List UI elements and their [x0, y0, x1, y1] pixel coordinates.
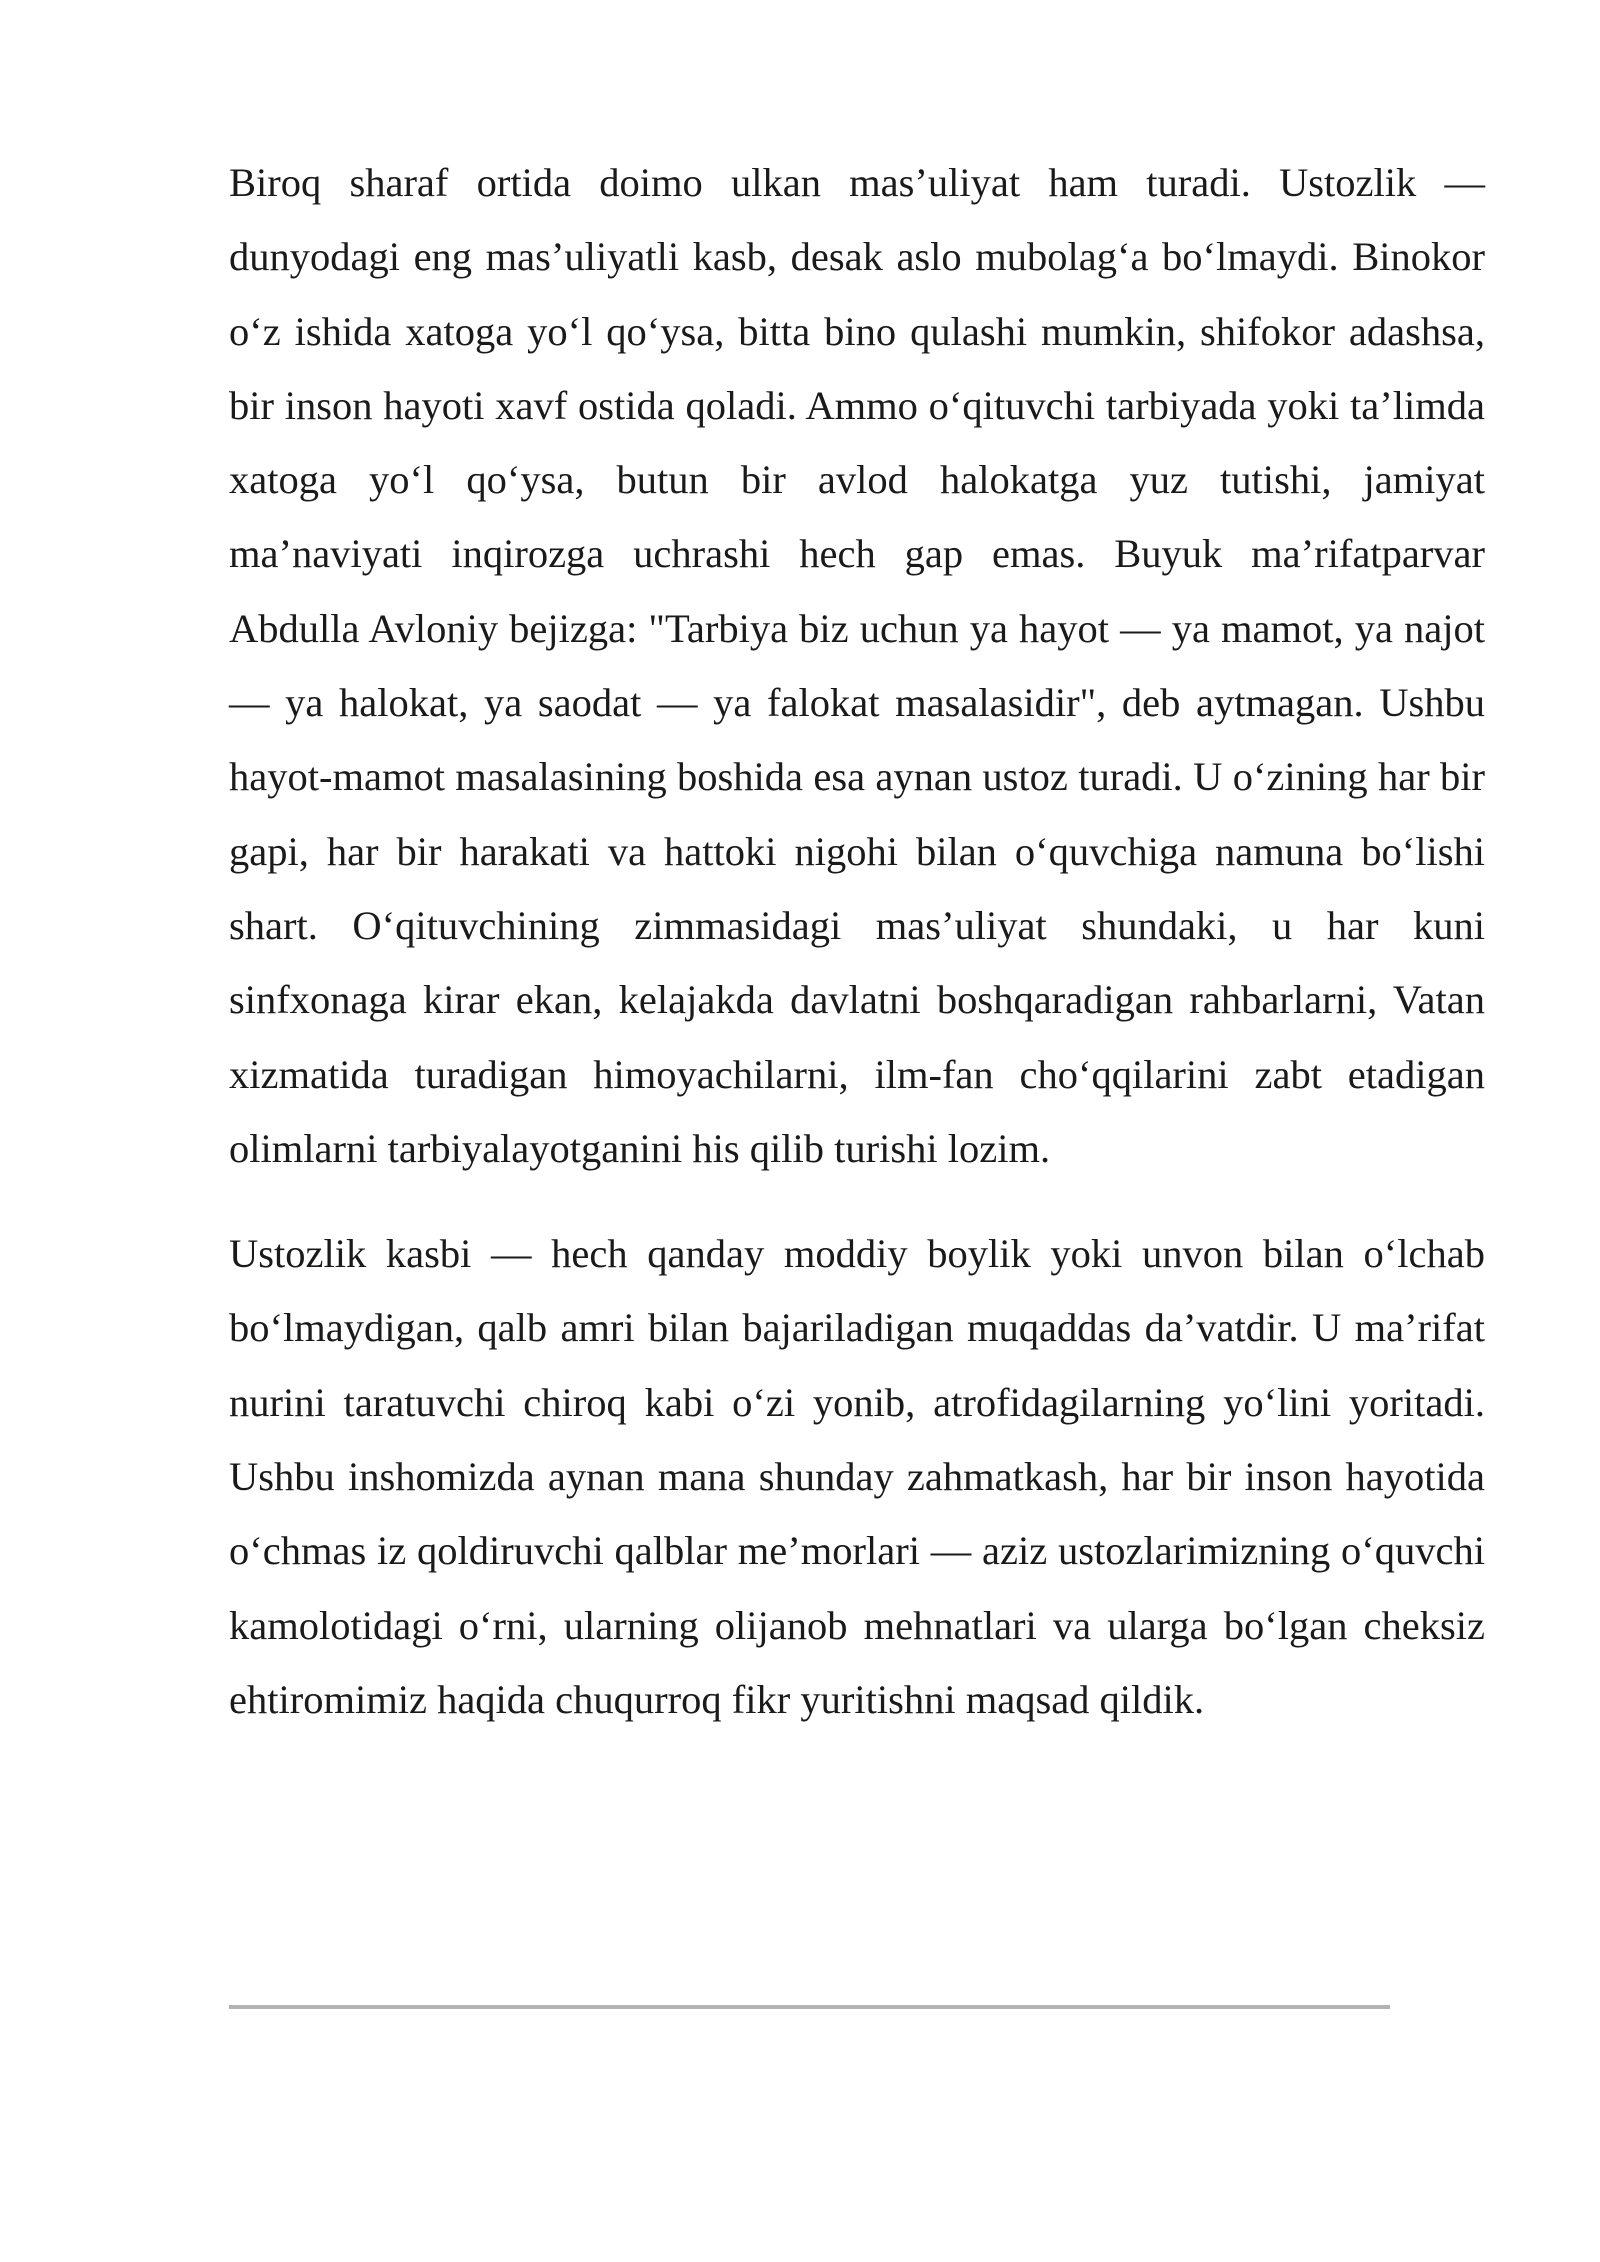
document-body	[229, 146, 1485, 1737]
paragraph-2: Ustozlik kasbi — hech qanday moddiy boylik yoki unvon bilan o‘lchab bo‘lmaydigan, qalb amri bilan bajariladigan muqaddas da’vatdir. U ma’rifat nurini taratuvchi chiroq kabi o‘zi yonib, atrofidagilarning yo‘lini yoritadi. Ushbu inshomizda aynan mana shunday zahmatkash, har bir inson hayotida o‘chmas iz qoldiruvchi qalblar me’morlari — aziz ustozlarimizning o‘quvchi kamolotidagi o‘rni, ularning olijanob mehnatlari va ularga bo‘lgan cheksiz ehtiromimiz haqida chuqurroq fikr yuritishni maqsad qildik.	[229, 1231, 1485, 1722]
footnote-separator-line	[229, 2005, 1390, 2009]
paragraph-1: Biroq sharaf ortida doimo ulkan mas’uliyat ham turadi. Ustozlik — dunyodagi eng mas’uliyatli kasb, desak aslo mubolag‘a bo‘lmaydi. Binokor o‘z ishida xatoga yo‘l qo‘ysa, bitta bino qulashi mumkin, shifokor adashsa, bir inson hayoti xavf ostida qoladi. Ammo o‘qituvchi tarbiyada yoki ta’limda xatoga yo‘l qo‘ysa, butun bir avlod halokatga yuz tutishi, jamiyat ma’naviyati inqirozga uchrashi hech gap emas. Buyuk ma’rifatparvar Abdulla Avloniy bejizga: "Tarbiya biz uchun ya hayot — ya mamot, ya najot — ya halokat, ya saodat — ya falokat masalasidir", deb aytmagan. Ushbu hayot-mamot masalasining boshida esa aynan ustoz turadi. U o‘zining har bir gapi, har bir harakati va hattoki nigohi bilan o‘quvchiga namuna bo‘lishi shart. O‘qituvchining zimmasidagi mas’uliyat shundaki, u har kuni sinfxonaga kirar ekan, kelajakda davlatni boshqaradigan rahbarlarni, Vatan xizmatida turadigan himoyachilarni, ilm-fan cho‘qqilarini zabt etadigan olimlarni tarbiyalayotganini his qilib turishi lozim.	[229, 160, 1485, 1171]
